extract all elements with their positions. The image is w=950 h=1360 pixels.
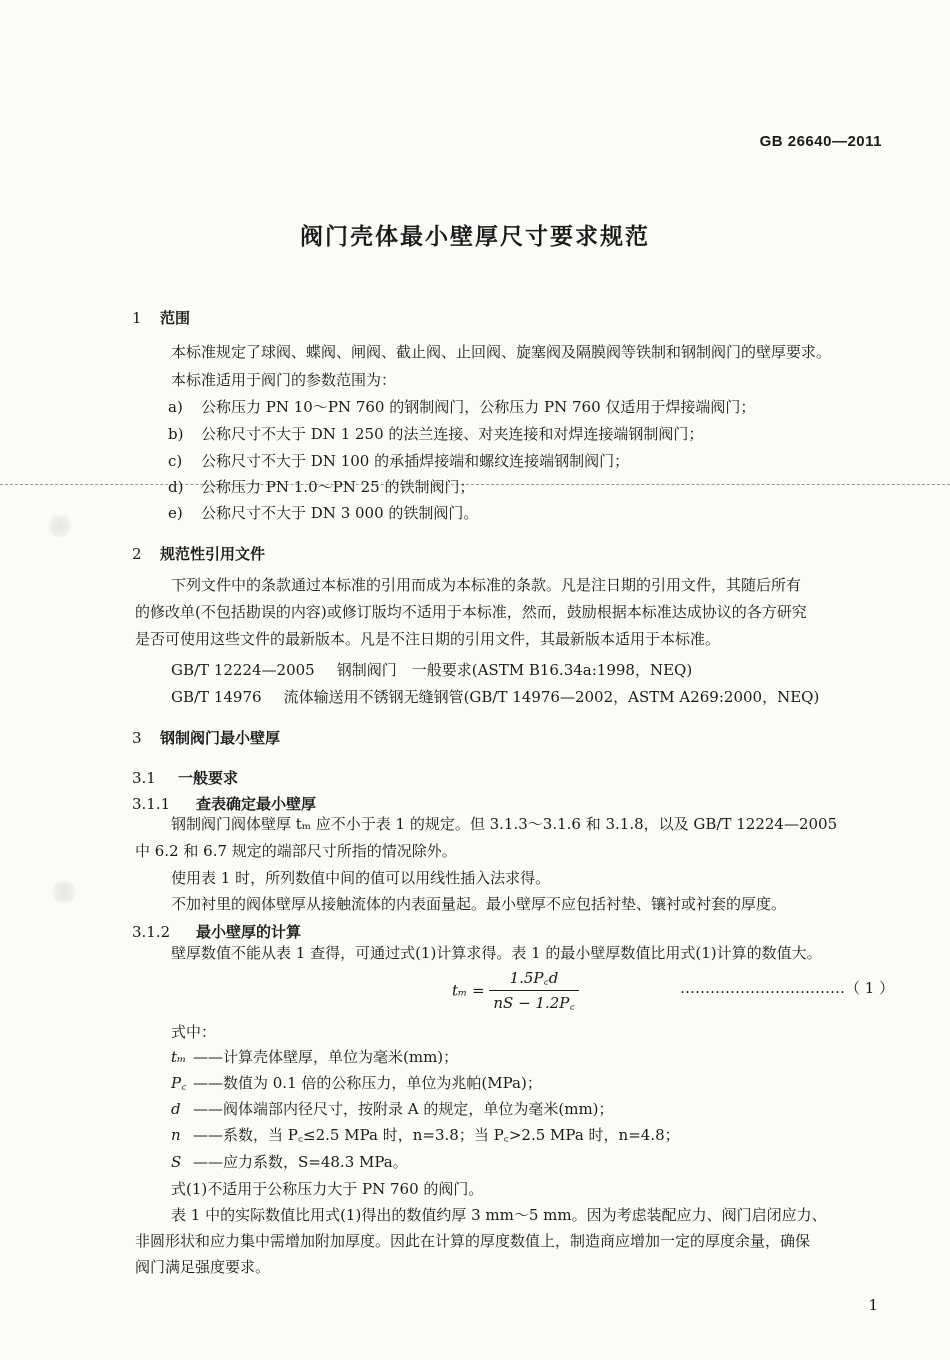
list-item [168,450,629,471]
list-text: 公称尺寸不大于 DN 3 000 的铁制阀门。 [201,504,479,522]
scan-fold-line [0,484,950,485]
section-title: 范围 [160,309,191,327]
paragraph-line: 不加衬里的阀体壁厚从接触流体的内表面量起。最小壁厚不应包括衬垫、镶衬或衬套的厚度。 [171,895,787,913]
formula-fraction [489,968,578,1013]
paragraph-line: 表 1 中的实际数值比用式(1)得出的数值约厚 3 mm～5 mm。因为考虑装配应力、阀门启闭应力、 [171,1206,827,1224]
punch-hole-mark [52,880,76,904]
variable-symbol: tₘ [171,1048,187,1066]
subsection-number: 3.1 [132,769,156,787]
subsection-heading [132,793,316,814]
section-2-heading [132,543,265,564]
variable-definition [171,1124,680,1145]
list-text: 公称压力 PN 1.0～PN 25 的铁制阀门； [201,478,475,496]
variable-symbol: S [171,1153,182,1171]
formula-lhs: tₘ = [452,981,485,1000]
subsection-number: 3.1.2 [132,923,171,941]
list-item [168,476,474,497]
variable-text: ——应力系数，S=48.3 MPa。 [193,1153,408,1171]
reference-item [171,686,819,707]
variable-text: ——系数，当 P꜀≤2.5 MPa 时，n=3.8；当 P꜀>2.5 MPa 时，n=4.8； [193,1126,680,1144]
page-number: 1 [868,1296,878,1314]
document-title: 阀门壳体最小壁厚尺寸要求规范 [300,223,650,250]
list-text: 公称压力 PN 10～PN 760 的钢制阀门，公称压力 PN 760 仅适用于焊接端阀门； [201,398,756,416]
list-label: a) [168,398,183,416]
formula-denominator: nS − 1.2P꜀ [493,994,575,1012]
paragraph-line: 是否可使用这些文件的最新版本。凡是不注日期的引用文件，其最新版本适用于本标准。 [135,630,721,648]
variable-text: ——数值为 0.1 倍的公称压力，单位为兆帕(MPa)； [193,1074,542,1092]
paragraph: 本标准规定了球阀、蝶阀、闸阀、截止阀、止回阀、旋塞阀及隔膜阀等铁制和钢制阀门的壁厚要求。 [171,343,832,361]
formula-1 [452,968,579,1013]
formula-number: ……………………………（ 1 ） [680,979,895,997]
list-text: 公称尺寸不大于 DN 100 的承插焊接端和螺纹连接端钢制阀门； [201,452,630,470]
standard-number: GB 26640—2011 [759,133,882,150]
reference-code: GB/T 14976 [171,688,262,706]
variable-definition [171,1098,614,1119]
section-title: 钢制阀门最小壁厚 [160,729,281,747]
paragraph-line: 中 6.2 和 6.7 规定的端部尺寸所指的情况除外。 [135,842,457,860]
punch-hole-mark [48,514,72,538]
subsection-number: 3.1.1 [132,795,171,813]
list-label: d) [168,478,184,496]
section-title: 规范性引用文件 [160,545,266,563]
reference-code: GB/T 12224—2005 [171,661,315,679]
subsection-heading [132,767,238,788]
list-label: e) [168,504,183,522]
list-text: 公称尺寸不大于 DN 1 250 的法兰连接、对夹连接和对焊连接端钢制阀门； [201,425,704,443]
paragraph-line: 非圆形状和应力集中需增加附加厚度。因此在计算的厚度数值上，制造商应增加一定的厚度余量，确保 [135,1232,811,1250]
section-number: 1 [132,309,142,327]
variable-symbol: n [171,1126,181,1144]
list-label: c) [168,452,183,470]
paragraph-line: 式(1)不适用于公称压力大于 PN 760 的阀门。 [171,1180,484,1198]
where-label: 式中： [171,1023,217,1041]
variable-definition [171,1072,542,1093]
paragraph-line: 的修改单(不包括勘误的内容)或修订版均不适用于本标准，然而，鼓励根据本标准达成协议的各方研究 [135,603,807,621]
subsection-heading [132,921,301,942]
reference-title: 钢制阀门 一般要求(ASTM B16.34a:1998，NEQ) [336,661,693,679]
variable-text: ——计算壳体壁厚，单位为毫米(mm)； [193,1048,459,1066]
list-item [168,502,478,523]
variable-text: ——阀体端部内径尺寸，按附录 A 的规定，单位为毫米(mm)； [193,1100,614,1118]
variable-definition [171,1151,408,1172]
paragraph-line: 使用表 1 时，所列数值中间的值可以用线性插入法求得。 [171,869,551,887]
list-label: b) [168,425,184,443]
paragraph: 本标准适用于阀门的参数范围为： [171,371,397,389]
paragraph-line: 下列文件中的条款通过本标准的引用而成为本标准的条款。凡是注日期的引用文件，其随后所有 [171,576,802,594]
paragraph-line: 阀门满足强度要求。 [135,1258,271,1276]
subsection-title: 最小壁厚的计算 [196,923,302,941]
section-number: 2 [132,545,142,563]
paragraph-line: 壁厚数值不能从表 1 查得，可通过式(1)计算求得。表 1 的最小壁厚数值比用式(1)计算的数值大。 [171,944,822,962]
list-item [168,423,703,444]
variable-symbol: d [171,1100,181,1118]
subsection-title: 一般要求 [178,769,239,787]
paragraph-line: 钢制阀门阀体壁厚 tₘ 应不小于表 1 的规定。但 3.1.3～3.1.6 和 3.1.8，以及 GB/T 12224—2005 [171,815,838,833]
reference-item [171,659,692,680]
section-number: 3 [132,729,142,747]
variable-definition [171,1046,458,1067]
formula-numerator: 1.5P꜀d [489,968,578,991]
reference-title: 流体输送用不锈钢无缝钢管(GB/T 14976—2002，ASTM A269:2000，NEQ) [283,688,820,706]
section-1-heading [132,307,190,328]
subsection-title: 查表确定最小壁厚 [196,795,317,813]
variable-symbol: P꜀ [171,1074,187,1092]
section-3-heading [132,727,280,748]
list-item [168,396,755,417]
